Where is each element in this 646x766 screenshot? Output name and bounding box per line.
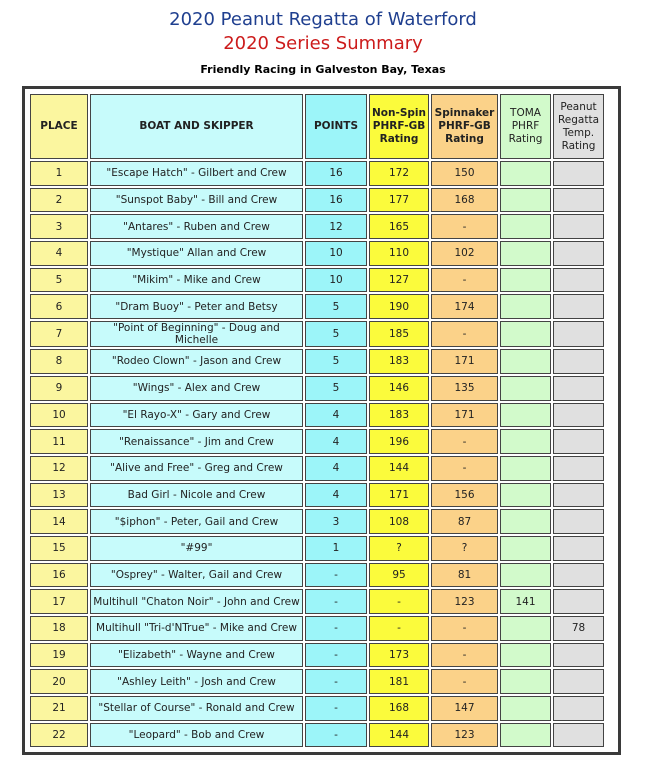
cell-points: 4	[305, 456, 367, 481]
cell-peanut-rating	[553, 563, 604, 588]
header-toma-line: TOMA	[510, 107, 541, 119]
cell-spinnaker-rating: 168	[431, 188, 498, 213]
cell-place: 13	[30, 483, 88, 508]
cell-toma-rating	[500, 616, 551, 641]
cell-toma-rating	[500, 214, 551, 239]
table-row	[30, 188, 604, 213]
cell-nonspin-rating: 185	[369, 321, 429, 347]
header-spinnaker-line: PHRF-GB	[438, 120, 491, 132]
cell-nonspin-rating: 183	[369, 403, 429, 428]
cell-spinnaker-rating: -	[431, 214, 498, 239]
cell-nonspin-rating: 171	[369, 483, 429, 508]
cell-boat: "Wings" - Alex and Crew	[90, 376, 303, 401]
cell-nonspin-rating: 165	[369, 214, 429, 239]
table-row	[30, 376, 604, 401]
cell-spinnaker-rating: 123	[431, 723, 498, 748]
cell-points: 12	[305, 214, 367, 239]
cell-toma-rating	[500, 268, 551, 293]
cell-peanut-rating	[553, 669, 604, 694]
cell-points: 5	[305, 294, 367, 319]
cell-place: 5	[30, 268, 88, 293]
header-boat: BOAT AND SKIPPER	[90, 94, 303, 159]
cell-toma-rating	[500, 376, 551, 401]
cell-place: 18	[30, 616, 88, 641]
page-title: 2020 Peanut Regatta of Waterford	[169, 9, 477, 30]
cell-spinnaker-rating: 87	[431, 509, 498, 534]
cell-peanut-rating	[553, 268, 604, 293]
cell-boat: "Osprey" - Walter, Gail and Crew	[90, 563, 303, 588]
table-row	[30, 509, 604, 534]
table-row	[30, 616, 604, 641]
cell-boat: "Dram Buoy" - Peter and Betsy	[90, 294, 303, 319]
cell-spinnaker-rating: -	[431, 429, 498, 454]
cell-peanut-rating	[553, 349, 604, 374]
cell-boat: "Renaissance" - Jim and Crew	[90, 429, 303, 454]
cell-toma-rating	[500, 429, 551, 454]
cell-peanut-rating	[553, 589, 604, 614]
cell-peanut-rating	[553, 536, 604, 561]
header-peanut-line: Temp.	[562, 126, 595, 139]
cell-spinnaker-rating: 171	[431, 349, 498, 374]
cell-place: 15	[30, 536, 88, 561]
cell-points: 4	[305, 429, 367, 454]
table-row	[30, 403, 604, 428]
cell-boat: "El Rayo-X" - Gary and Crew	[90, 403, 303, 428]
cell-points: 3	[305, 509, 367, 534]
cell-toma-rating: 141	[500, 589, 551, 614]
cell-peanut-rating	[553, 321, 604, 347]
cell-peanut-rating	[553, 403, 604, 428]
cell-toma-rating	[500, 723, 551, 748]
cell-spinnaker-rating: -	[431, 643, 498, 668]
table-row	[30, 294, 604, 319]
header-nonspin-line: Non-Spin	[372, 107, 426, 119]
cell-points: 10	[305, 241, 367, 266]
cell-boat: "Stellar of Course" - Ronald and Crew	[90, 696, 303, 721]
table-row	[30, 483, 604, 508]
cell-place: 3	[30, 214, 88, 239]
cell-place: 1	[30, 161, 88, 186]
cell-spinnaker-rating: -	[431, 616, 498, 641]
cell-place: 20	[30, 669, 88, 694]
table-row	[30, 429, 604, 454]
cell-toma-rating	[500, 188, 551, 213]
cell-toma-rating	[500, 349, 551, 374]
table-row	[30, 589, 604, 614]
cell-points: 5	[305, 321, 367, 347]
cell-peanut-rating	[553, 429, 604, 454]
table-row	[30, 696, 604, 721]
cell-toma-rating	[500, 483, 551, 508]
cell-peanut-rating	[553, 696, 604, 721]
cell-place: 17	[30, 589, 88, 614]
cell-toma-rating	[500, 294, 551, 319]
cell-points: 4	[305, 403, 367, 428]
cell-toma-rating	[500, 696, 551, 721]
cell-spinnaker-rating: 171	[431, 403, 498, 428]
cell-nonspin-rating: 95	[369, 563, 429, 588]
header-spinnaker-line: Rating	[445, 133, 484, 145]
header-nonspin-line: PHRF-GB	[372, 120, 426, 132]
table-row	[30, 214, 604, 239]
cell-place: 16	[30, 563, 88, 588]
cell-points: -	[305, 563, 367, 588]
table-row	[30, 268, 604, 293]
cell-points: -	[305, 669, 367, 694]
cell-spinnaker-rating: 135	[431, 376, 498, 401]
table-row	[30, 536, 604, 561]
header-peanut-line: Rating	[561, 139, 596, 152]
cell-peanut-rating	[553, 643, 604, 668]
cell-nonspin-rating: 177	[369, 188, 429, 213]
cell-place: 11	[30, 429, 88, 454]
cell-toma-rating	[500, 403, 551, 428]
cell-spinnaker-rating: -	[431, 268, 498, 293]
cell-place: 14	[30, 509, 88, 534]
page-tagline: Friendly Racing in Galveston Bay, Texas	[200, 63, 446, 76]
cell-peanut-rating	[553, 456, 604, 481]
cell-peanut-rating: 78	[553, 616, 604, 641]
header-toma	[500, 94, 551, 159]
table-row	[30, 161, 604, 186]
cell-peanut-rating	[553, 241, 604, 266]
cell-points: 5	[305, 349, 367, 374]
cell-boat: Bad Girl - Nicole and Crew	[90, 483, 303, 508]
cell-nonspin-rating: -	[369, 616, 429, 641]
cell-boat: "Escape Hatch" - Gilbert and Crew	[90, 161, 303, 186]
cell-boat: "Leopard" - Bob and Crew	[90, 723, 303, 748]
cell-peanut-rating	[553, 161, 604, 186]
header-spinnaker-line: Spinnaker	[434, 107, 495, 119]
cell-spinnaker-rating: 150	[431, 161, 498, 186]
cell-boat: Multihull "Chaton Noir" - John and Crew	[90, 589, 303, 614]
cell-spinnaker-rating: 147	[431, 696, 498, 721]
cell-nonspin-rating: 144	[369, 456, 429, 481]
header-peanut-line: Regatta	[557, 113, 600, 126]
cell-peanut-rating	[553, 723, 604, 748]
table-row	[30, 643, 604, 668]
cell-place: 10	[30, 403, 88, 428]
cell-nonspin-rating: ?	[369, 536, 429, 561]
cell-points: 10	[305, 268, 367, 293]
cell-place: 19	[30, 643, 88, 668]
cell-nonspin-rating: 181	[369, 669, 429, 694]
header-peanut-line: Peanut	[560, 100, 597, 113]
header-nonspin	[369, 94, 429, 159]
cell-nonspin-rating: 183	[369, 349, 429, 374]
table-row	[30, 349, 604, 374]
cell-boat: "Sunspot Baby" - Bill and Crew	[90, 188, 303, 213]
cell-boat: "Alive and Free" - Greg and Crew	[90, 456, 303, 481]
cell-nonspin-rating: 146	[369, 376, 429, 401]
cell-spinnaker-rating: 123	[431, 589, 498, 614]
cell-nonspin-rating: 172	[369, 161, 429, 186]
header-nonspin-line: Rating	[379, 133, 419, 145]
table-header-row	[30, 94, 604, 159]
cell-place: 2	[30, 188, 88, 213]
cell-place: 8	[30, 349, 88, 374]
cell-spinnaker-rating: -	[431, 321, 498, 347]
page-subtitle: 2020 Series Summary	[223, 33, 423, 54]
cell-toma-rating	[500, 669, 551, 694]
cell-nonspin-rating: 168	[369, 696, 429, 721]
cell-points: 16	[305, 188, 367, 213]
cell-nonspin-rating: 110	[369, 241, 429, 266]
cell-place: 6	[30, 294, 88, 319]
cell-place: 21	[30, 696, 88, 721]
cell-peanut-rating	[553, 214, 604, 239]
table-body	[30, 161, 604, 747]
table-row	[30, 456, 604, 481]
header-peanut	[553, 94, 604, 159]
table-row	[30, 241, 604, 266]
cell-nonspin-rating: 190	[369, 294, 429, 319]
cell-toma-rating	[500, 536, 551, 561]
cell-points: 1	[305, 536, 367, 561]
cell-nonspin-rating: -	[369, 589, 429, 614]
cell-peanut-rating	[553, 376, 604, 401]
header-place: PLACE	[30, 94, 88, 159]
cell-peanut-rating	[553, 509, 604, 534]
cell-nonspin-rating: 144	[369, 723, 429, 748]
cell-toma-rating	[500, 509, 551, 534]
header-toma-line: PHRF	[511, 120, 540, 132]
results-table-frame	[22, 86, 621, 755]
cell-points: -	[305, 696, 367, 721]
cell-spinnaker-rating: 102	[431, 241, 498, 266]
cell-nonspin-rating: 196	[369, 429, 429, 454]
cell-toma-rating	[500, 643, 551, 668]
cell-boat: "Point of Beginning" - Doug and Michelle	[90, 321, 303, 347]
cell-points: 5	[305, 376, 367, 401]
table-row	[30, 669, 604, 694]
cell-toma-rating	[500, 563, 551, 588]
cell-boat: "#99"	[90, 536, 303, 561]
cell-place: 9	[30, 376, 88, 401]
cell-boat: "Mystique" Allan and Crew	[90, 241, 303, 266]
cell-place: 22	[30, 723, 88, 748]
header-toma-line: Rating	[508, 133, 543, 145]
cell-toma-rating	[500, 321, 551, 347]
cell-place: 4	[30, 241, 88, 266]
cell-boat: "Antares" - Ruben and Crew	[90, 214, 303, 239]
cell-nonspin-rating: 127	[369, 268, 429, 293]
table-row	[30, 723, 604, 748]
cell-boat: "$iphon" - Peter, Gail and Crew	[90, 509, 303, 534]
cell-points: 16	[305, 161, 367, 186]
cell-boat: "Elizabeth" - Wayne and Crew	[90, 643, 303, 668]
cell-toma-rating	[500, 456, 551, 481]
cell-nonspin-rating: 173	[369, 643, 429, 668]
cell-toma-rating	[500, 241, 551, 266]
cell-place: 12	[30, 456, 88, 481]
cell-toma-rating	[500, 161, 551, 186]
cell-boat: Multihull "Tri-d'NTrue" - Mike and Crew	[90, 616, 303, 641]
cell-boat: "Mikim" - Mike and Crew	[90, 268, 303, 293]
table-row	[30, 321, 604, 347]
cell-spinnaker-rating: ?	[431, 536, 498, 561]
cell-spinnaker-rating: -	[431, 669, 498, 694]
cell-spinnaker-rating: 81	[431, 563, 498, 588]
cell-peanut-rating	[553, 483, 604, 508]
table-row	[30, 563, 604, 588]
cell-place: 7	[30, 321, 88, 347]
cell-boat: "Ashley Leith" - Josh and Crew	[90, 669, 303, 694]
results-table	[28, 92, 606, 749]
cell-spinnaker-rating: 156	[431, 483, 498, 508]
header-spinnaker	[431, 94, 498, 159]
cell-spinnaker-rating: 174	[431, 294, 498, 319]
cell-points: -	[305, 616, 367, 641]
cell-spinnaker-rating: -	[431, 456, 498, 481]
cell-points: -	[305, 589, 367, 614]
cell-points: -	[305, 723, 367, 748]
cell-points: 4	[305, 483, 367, 508]
cell-nonspin-rating: 108	[369, 509, 429, 534]
cell-peanut-rating	[553, 188, 604, 213]
cell-points: -	[305, 643, 367, 668]
header-points: POINTS	[305, 94, 367, 159]
cell-peanut-rating	[553, 294, 604, 319]
cell-boat: "Rodeo Clown" - Jason and Crew	[90, 349, 303, 374]
